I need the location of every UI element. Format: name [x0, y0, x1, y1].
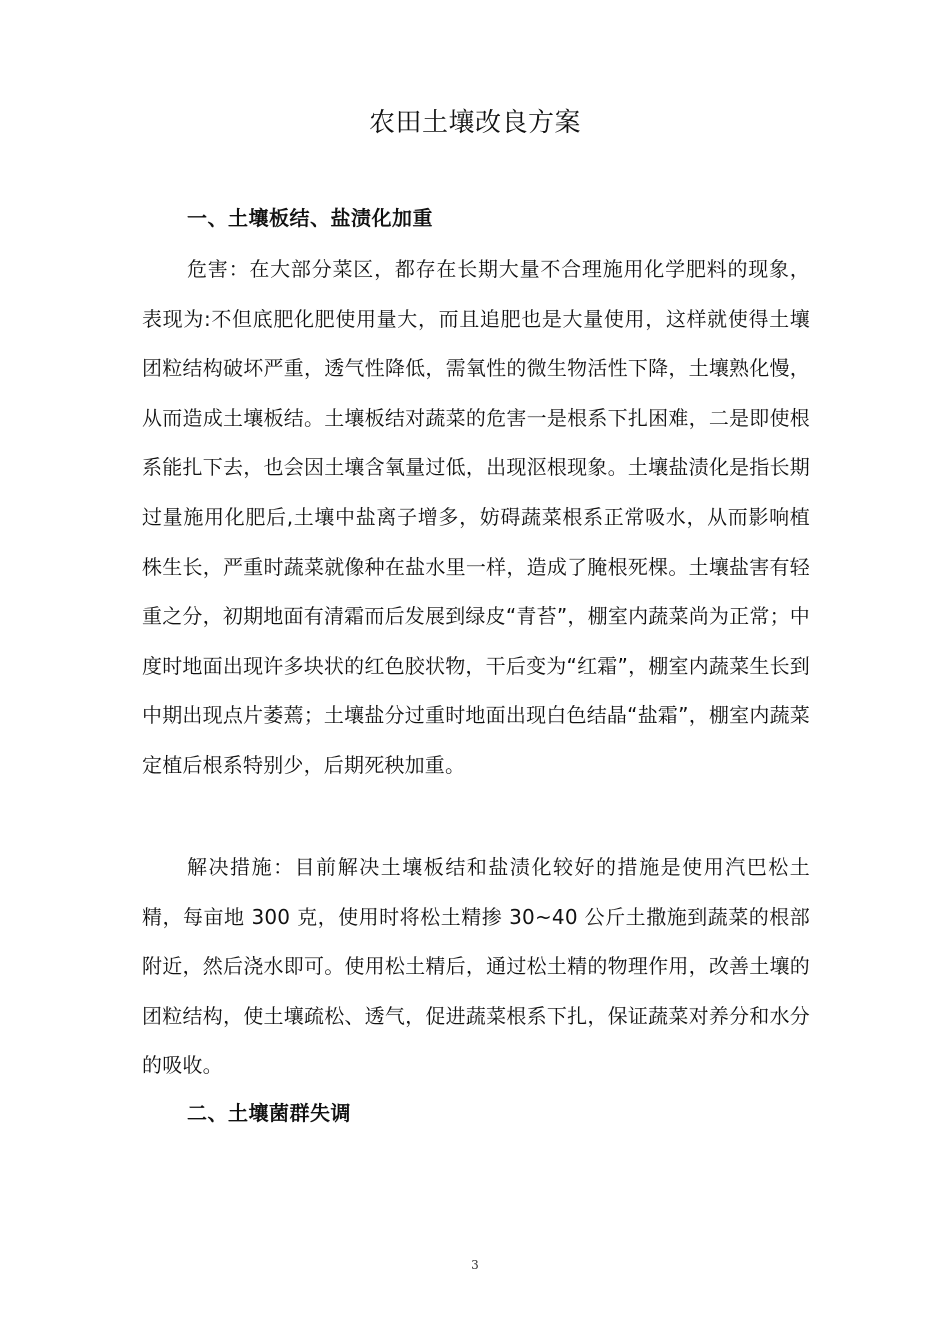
page-number: 3 [471, 1258, 479, 1272]
paragraph-harm: 危害：在大部分菜区，都存在长期大量不合理施用化学肥料的现象，表现为:不但底肥化肥使用量大，而且追肥也是大量使用，这样就使得土壤团粒结构破坏严重，透气性降低，需氧性的微生物活性下降，土壤熟化慢，从而造成土壤板结。土壤板结对蔬菜的危害一是根系下扎困难，二是即使根系能扎下去，也会因土壤含氧量过低，出现沤根现象。土壤盐渍化是指长期过量施用化肥后,土壤中盐离子增多，妨碍蔬菜根系正常吸水，从而影响植株生长，严重时蔬菜就像种在盐水里一样，造成了腌根死棵。土壤盐害有轻重之分，初期地面有清霜而后发展到绿皮“青苔”，棚室内蔬菜尚为正常；中度时地面出现许多块状的红色胶状物，干后变为“红霜”，棚室内蔬菜生长到中期出现点片萎蔫；土壤盐分过重时地面出现白色结晶“盐霜”，棚室内蔬菜定植后根系特别少，后期死秧加重。 [142, 257, 810, 777]
page-title: 农田土壤改良方案 [368, 108, 581, 138]
paragraph-solution: 解决措施：目前解决土壤板结和盐渍化较好的措施是使用汽巴松土精，每亩地 300 克，使用时将松土精掺 30~40 公斤土撒施到蔬菜的根部附近，然后浇水即可。使用松土精后，通过松土精的物理作用，改善土壤的团粒结构，使土壤疏松、透气，促进蔬菜根系下扎，保证蔬菜对养分和水分的吸收。 [142, 855, 810, 1078]
section-heading-1: 一、土壤板结、盐渍化加重 [187, 206, 433, 230]
section-heading-2: 二、土壤菌群失调 [187, 1101, 351, 1125]
